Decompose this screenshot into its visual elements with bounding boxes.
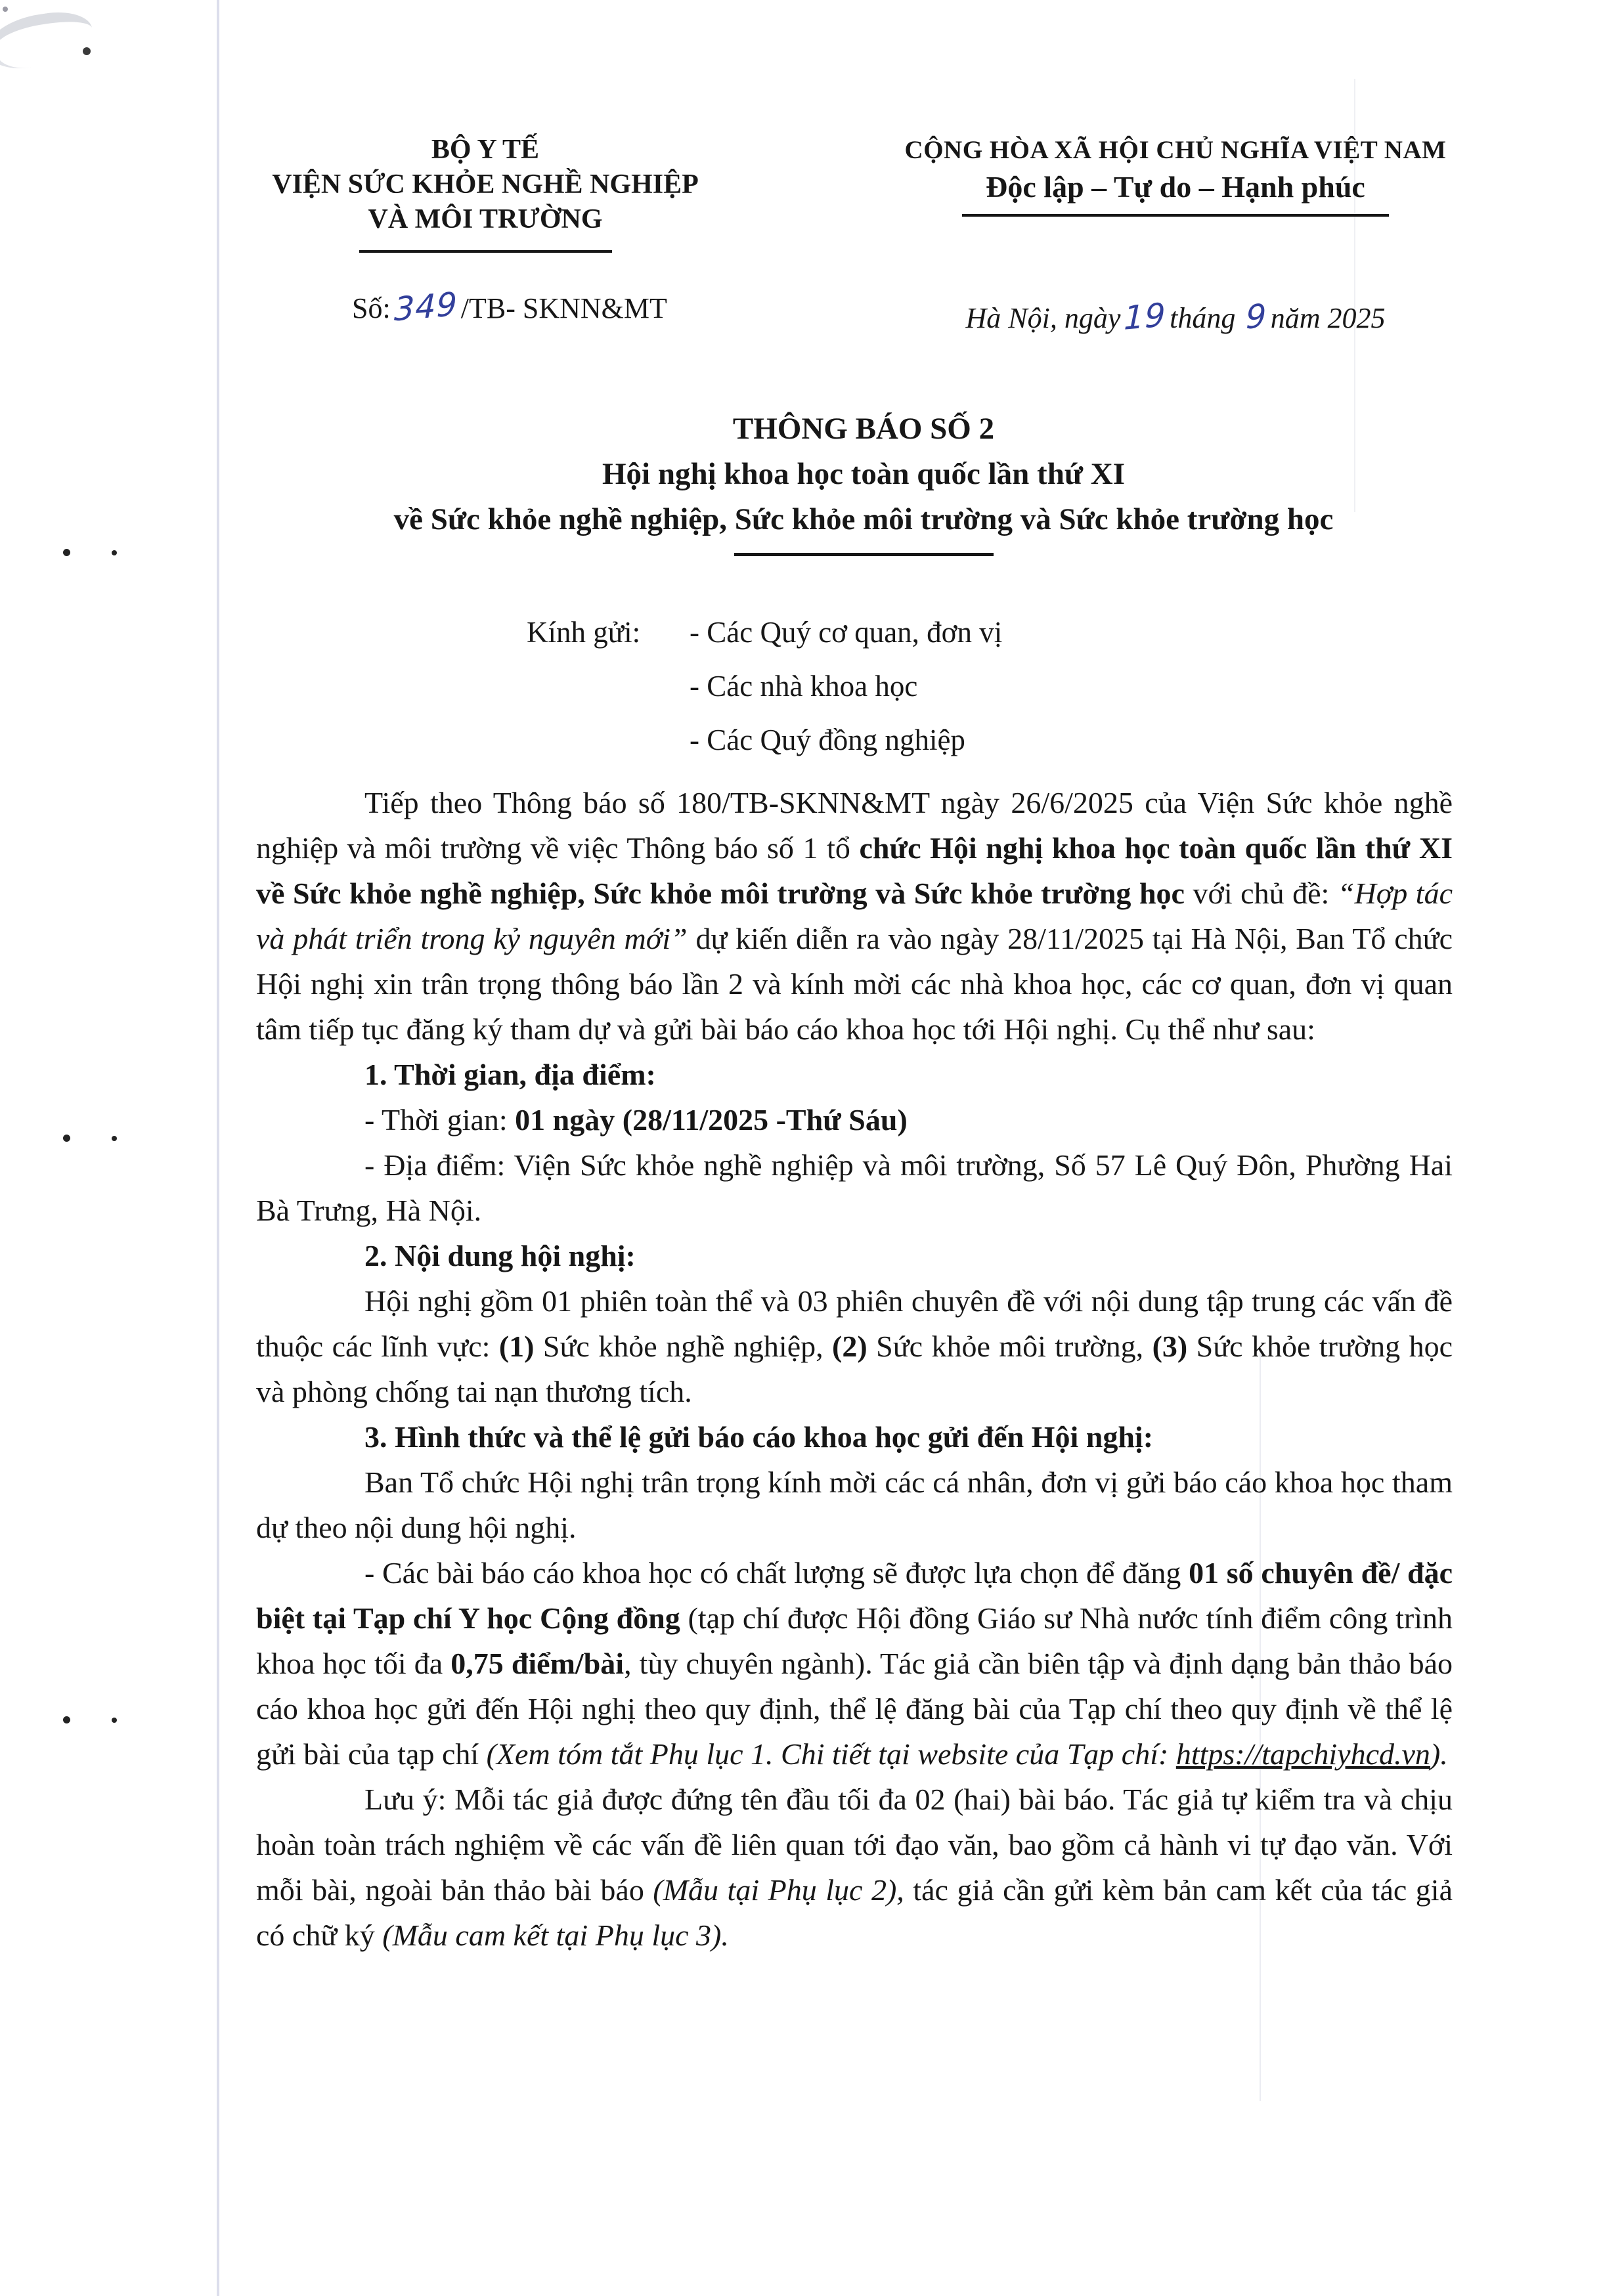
document-body: [256, 780, 1453, 1958]
body-paragraph: - Địa điểm: Viện Sức khỏe nghề nghiệp và môi trường, Số 57 Lê Quý Đôn, Phường Hai Bà Trưng, Hà Nội.: [256, 1148, 1453, 1227]
body-paragraph: Ban Tổ chức Hội nghị trân trọng kính mời các cá nhân, đơn vị gửi báo cáo khoa học tham dự theo nội dung hội nghị.: [256, 1465, 1453, 1544]
scan-dot: [83, 47, 91, 55]
body-paragraph: 3. Hình thức và thể lệ gửi báo cáo khoa học gửi đến Hội nghị:: [364, 1420, 1154, 1454]
document-header: [235, 133, 1506, 335]
greeting-item: - Các Quý cơ quan, đơn vị: [690, 616, 1003, 649]
scan-dot: [112, 1136, 117, 1141]
national-title: CỘNG HÒA XÃ HỘI CHỦ NGHĨA VIỆT NAM: [904, 136, 1447, 164]
greeting-block: [527, 605, 1002, 767]
title-line2: Hội nghị khoa học toàn quốc lần thứ XI: [602, 457, 1126, 491]
body-paragraph: Tiếp theo Thông báo số 180/TB-SKNN&MT ngày 26/6/2025 của Viện Sức khỏe nghề nghiệp và môi trường về việc Thông báo số 1 tổ chức Hội nghị khoa học toàn quốc lần thứ XI về Sức khỏe nghề nghiệp, Sức khỏe môi trường và Sức khỏe trường học với chủ đề: “Hợp tác và phát triển trong kỷ nguyên mới” dự kiến diễn ra vào ngày 28/11/2025 tại Hà Nội, Ban Tổ chức Hội nghị xin trân trọng thông báo lần 2 và kính mời các nhà khoa học, các cơ quan, đơn vị quan tâm tiếp tục đăng ký tham dự và gửi bài báo cáo khoa học tới Hội nghị. Cụ thể như sau:: [256, 786, 1453, 1046]
title-line3: về Sức khỏe nghề nghiệp, Sức khỏe môi trường và Sức khỏe trường học: [393, 502, 1334, 536]
national-motto: Độc lập – Tự do – Hạnh phúc: [986, 170, 1365, 204]
body-paragraph: - Các bài báo cáo khoa học có chất lượng sẽ được lựa chọn để đăng 01 số chuyên đề/ đặc biệt tại Tạp chí Y học Cộng đồng (tạp chí được Hội đồng Giáo sư Nhà nước tính điểm công trình khoa học tối đa 0,75 điểm/bài, tùy chuyên ngành). Tác giả cần biên tập và định dạng bản thảo báo cáo khoa học gửi đến Hội nghị theo quy định, thể lệ đăng bài của Tạp chí theo quy định về thể lệ gửi bài của tạp chí (Xem tóm tắt Phụ lục 1. Chi tiết tại website của Tạp chí: https://tapchiyhcd.vn).: [256, 1556, 1453, 1771]
body-paragraph: 2. Nội dung hội nghị:: [364, 1239, 636, 1272]
scan-dot: [112, 1718, 117, 1723]
place-date-line: Hà Nội, ngày19 tháng 9 năm 2025: [965, 295, 1386, 337]
document-title-block: [276, 406, 1451, 556]
body-paragraph: - Thời gian: 01 ngày (28/11/2025 -Thứ Sáu): [364, 1103, 908, 1137]
greeting-items: [690, 605, 1002, 767]
handwritten-ink: 349: [393, 284, 458, 329]
handwritten-ink: 9: [1245, 296, 1268, 337]
national-header-block: [847, 133, 1504, 335]
body-paragraph: Lưu ý: Mỗi tác giả được đứng tên đầu tối đa 02 (hai) bài báo. Tác giả tự kiểm tra và chịu hoàn toàn trách nghiệm về các vấn đề liên quan tới đạo văn, bao gồm cả hành vi tự đạo văn. Với mỗi bài, ngoài bản thảo bài báo (Mẫu tại Phụ lục 2), tác giả cần gửi kèm bản cam kết của tác giả có chữ ký (Mẫu cam kết tại Phụ lục 3).: [256, 1783, 1453, 1952]
scan-dot: [63, 1135, 70, 1142]
org-parent: BỘ Y TẾ: [431, 135, 540, 165]
issuing-org-block: [235, 133, 735, 335]
handwritten-ink: 19: [1124, 295, 1167, 337]
motto-underline: [962, 214, 1389, 217]
greeting-label: Kính gửi:: [527, 616, 641, 649]
greeting-item: - Các nhà khoa học: [690, 670, 918, 703]
scan-fold-line: [217, 0, 219, 2296]
scan-dot: [63, 549, 70, 556]
org-underline: [359, 250, 612, 253]
title-line1: THÔNG BÁO SỐ 2: [732, 412, 995, 446]
scan-corner-smudge: [0, 7, 97, 74]
title-underline: [734, 553, 994, 556]
body-paragraph: 1. Thời gian, địa điểm:: [364, 1058, 656, 1091]
scan-dot: [112, 550, 117, 555]
document-number: Số:349 /TB- SKNN&MT: [352, 284, 667, 329]
greeting-item: - Các Quý đồng nghiệp: [690, 724, 965, 756]
scan-dot: [63, 1716, 70, 1723]
org-name-line1: VIỆN SỨC KHỎE NGHỀ NGHIỆP: [272, 169, 699, 200]
header-spacer: [735, 133, 847, 335]
scan-dot: [3, 7, 8, 12]
body-paragraph: Hội nghị gồm 01 phiên toàn thể và 03 phiên chuyên đề với nội dung tập trung các vấn đề thuộc các lĩnh vực: (1) Sức khỏe nghề nghiệp, (2) Sức khỏe môi trường, (3) Sức khỏe trường học và phòng chống tai nạn thương tích.: [256, 1284, 1453, 1408]
org-name-line2: VÀ MÔI TRƯỜNG: [368, 204, 603, 234]
